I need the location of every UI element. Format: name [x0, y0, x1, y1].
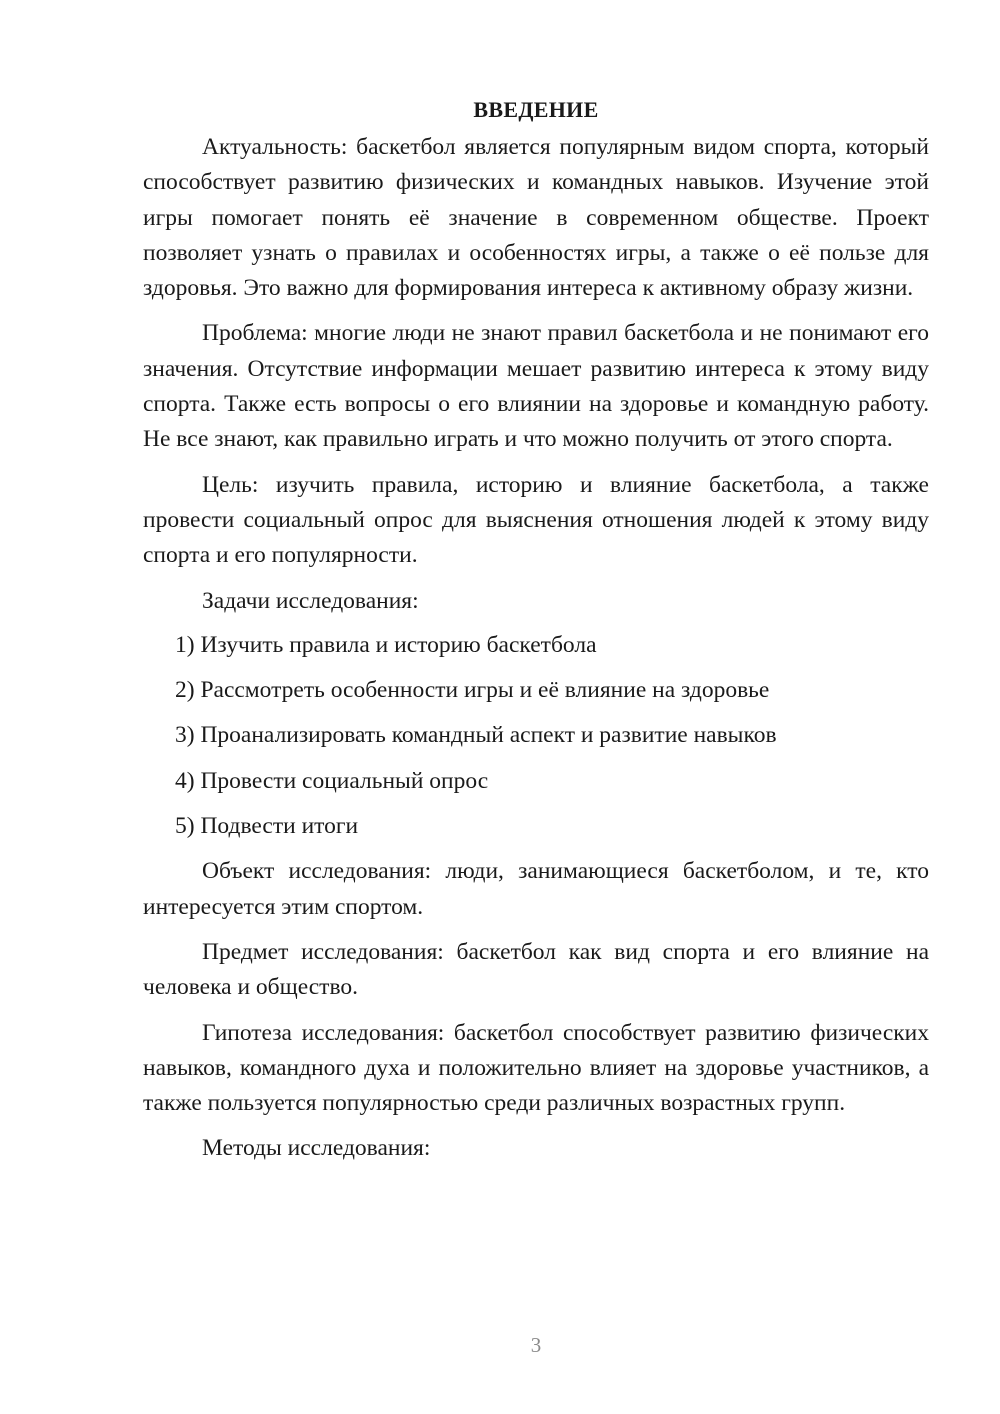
paragraph-hypothesis: Гипотеза исследования: баскетбол способствует развитию физических навыков, командного духа и положительно влияет на здоровье участников, а также пользуется популярностью среди различных возрастных групп.	[143, 1019, 929, 1117]
list-item: 2) Рассмотреть особенности игры и её влияние на здоровье	[175, 677, 770, 704]
list-item: 4) Провести социальный опрос	[175, 767, 489, 794]
list-item: 5) Подвести итоги	[175, 813, 359, 840]
page-title: ВВЕДЕНИЕ	[473, 97, 599, 122]
page-number: 3	[530, 1333, 542, 1357]
list-item: 1) Изучить правила и историю баскетбола	[175, 631, 597, 658]
paragraph-subject: Предмет исследования: баскетбол как вид спорта и его влияние на человека и общество.	[143, 938, 929, 1001]
paragraph-goal: Цель: изучить правила, историю и влияние баскетбола, а также провести социальный опрос для выяснения отношения людей к этому виду спорта и его популярности.	[143, 471, 929, 569]
methods-heading: Методы исследования:	[202, 1135, 431, 1162]
paragraph-problem: Проблема: многие люди не знают правил баскетбола и не понимают его значения. Отсутствие информации мешает развитию интереса к этому виду спорта. Также есть вопросы о его влиянии на здоровье и командную работу. Не все знают, как правильно играть и что можно получить от этого спорта.	[143, 320, 929, 453]
tasks-list	[143, 628, 929, 844]
list-item: 3) Проанализировать командный аспект и развитие навыков	[175, 722, 777, 749]
document-page	[143, 92, 929, 1176]
paragraph-object: Объект исследования: люди, занимающиеся баскетболом, и те, кто интересуется этим спортом.	[143, 858, 929, 920]
paragraph-relevance: Актуальность: баскетбол является популярным видом спорта, который способствует развитию физических и командных навыков. Изучение этой игры помогает понять её значение в современном обществе. Проект позволяет узнать о правилах и особенностях игры, а также о её пользе для здоровья. Это важно для формирования интереса к активному образу жизни.	[143, 134, 929, 302]
tasks-heading: Задачи исследования:	[202, 587, 419, 614]
